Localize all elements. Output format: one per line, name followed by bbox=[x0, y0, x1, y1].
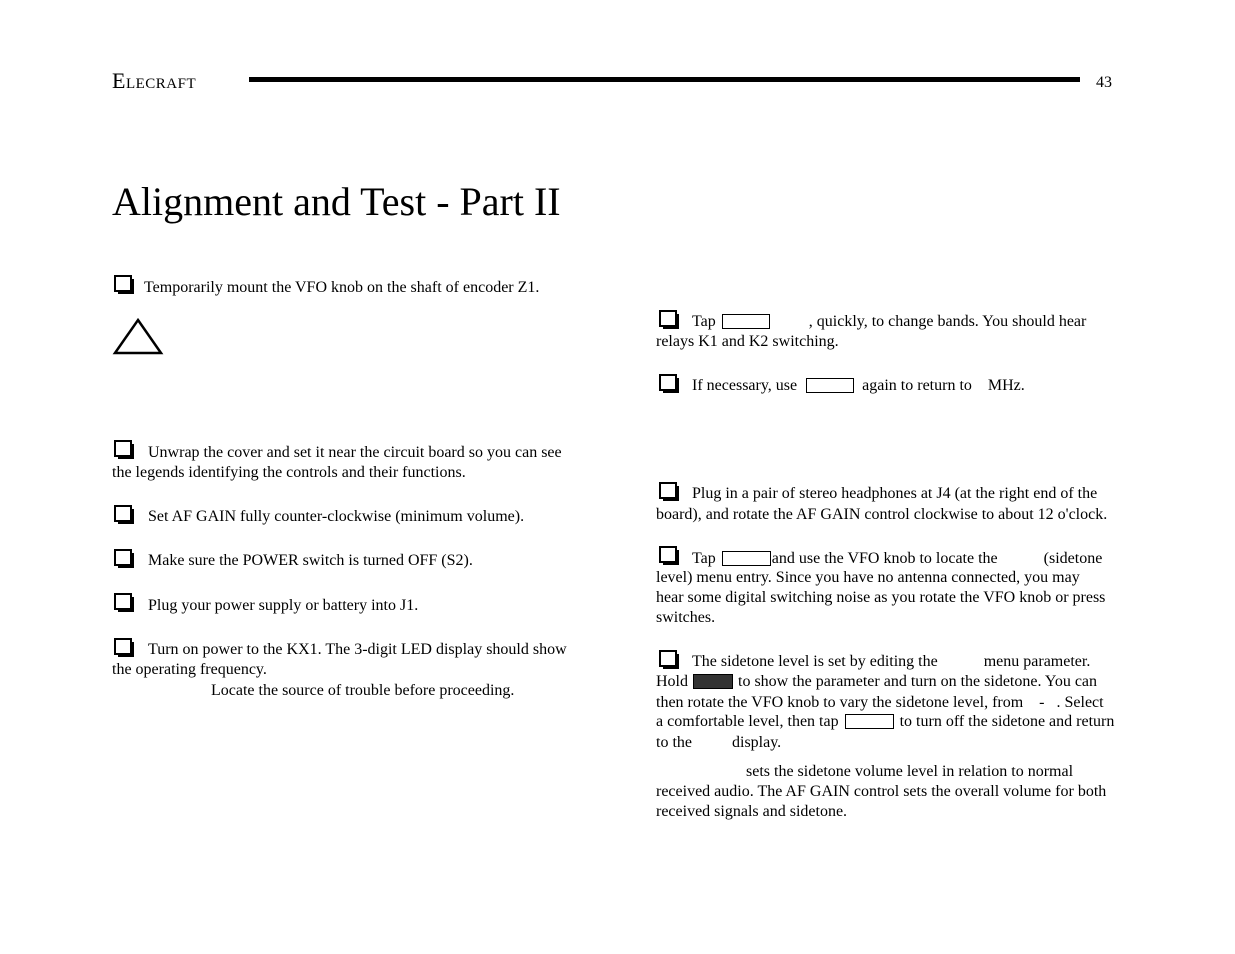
checkbox-icon[interactable] bbox=[659, 482, 677, 499]
checkbox-icon[interactable] bbox=[659, 546, 677, 563]
step-turn-on-line2: the operating frequency. bbox=[112, 661, 267, 678]
sidetone-note-line1: sets the sidetone volume level in relation to normal bbox=[746, 763, 1074, 780]
step-sidetone-menu-line3: hear some digital switching noise as you rotate the VFO knob or press bbox=[656, 589, 1106, 606]
checkbox-icon[interactable] bbox=[659, 310, 677, 327]
text: Hold bbox=[656, 673, 688, 690]
step-sidetone-level-line4 bbox=[656, 712, 1114, 732]
step-sidetone-menu-line4: switches. bbox=[656, 609, 716, 626]
text: Tap bbox=[692, 550, 716, 567]
hold-key[interactable] bbox=[693, 674, 733, 689]
text: , quickly, to change bands. You should hear bbox=[808, 313, 1087, 330]
step-headphones-line1: Plug in a pair of stereo headphones at J4 (at the right end of the bbox=[692, 485, 1098, 502]
band-key[interactable] bbox=[722, 314, 770, 329]
checkbox-icon[interactable] bbox=[114, 275, 132, 292]
header-rule bbox=[249, 77, 1080, 82]
text: then rotate the VFO knob to vary the sidetone level, from bbox=[656, 694, 1024, 711]
text: to show the parameter and turn on the sidetone. You can bbox=[738, 673, 1098, 690]
step-power-off: Make sure the POWER switch is turned OFF (S2). bbox=[148, 552, 473, 569]
text: to the bbox=[656, 734, 692, 751]
step-af-gain: Set AF GAIN fully counter-clockwise (minimum volume). bbox=[148, 508, 525, 525]
text: to turn off the sidetone and return bbox=[899, 713, 1115, 730]
text: If necessary, use bbox=[692, 377, 798, 394]
sidetone-note-line3: received signals and sidetone. bbox=[656, 803, 848, 820]
step-unwrap-cover-line1: Unwrap the cover and set it near the circuit board so you can see bbox=[148, 444, 562, 461]
checkbox-icon[interactable] bbox=[659, 374, 677, 391]
band-key[interactable] bbox=[806, 378, 854, 393]
text: a comfortable level, then tap bbox=[656, 713, 839, 730]
text: MHz. bbox=[987, 377, 1025, 394]
step-change-bands-line2: relays K1 and K2 switching. bbox=[656, 333, 839, 350]
text: display. bbox=[732, 734, 782, 751]
step-turn-on-line3: Locate the source of trouble before proceeding. bbox=[211, 682, 515, 699]
menu-key[interactable] bbox=[845, 714, 894, 729]
text: again to return to bbox=[862, 377, 972, 394]
text: Tap bbox=[692, 313, 716, 330]
step-headphones-line2: board), and rotate the AF GAIN control clockwise to about 12 o'clock. bbox=[656, 506, 1108, 523]
text: - bbox=[1039, 694, 1045, 711]
text: (sidetone bbox=[1043, 550, 1103, 567]
page-title: Alignment and Test - Part II bbox=[112, 179, 561, 224]
step-return-band bbox=[692, 376, 1025, 396]
checkbox-icon[interactable] bbox=[114, 505, 132, 522]
page-number: 43 bbox=[1096, 74, 1112, 91]
checkbox-icon[interactable] bbox=[114, 638, 132, 655]
step-plug-power: Plug your power supply or battery into J1. bbox=[148, 597, 419, 614]
brand-name: Elecraft bbox=[112, 68, 197, 93]
step-sidetone-menu-line2: level) menu entry. Since you have no antenna connected, you may bbox=[656, 569, 1080, 586]
checkbox-icon[interactable] bbox=[659, 650, 677, 667]
step-sidetone-level-line1 bbox=[692, 652, 1090, 672]
text: menu parameter. bbox=[983, 653, 1091, 670]
step-turn-on-line1: Turn on power to the KX1. The 3-digit LED display should show bbox=[148, 641, 567, 658]
step-change-bands-line1 bbox=[692, 312, 1086, 332]
checkbox-icon[interactable] bbox=[114, 440, 132, 457]
step-sidetone-level-line2 bbox=[656, 672, 1097, 692]
sidetone-note-line2: received audio. The AF GAIN control sets the overall volume for both bbox=[656, 783, 1107, 800]
text: and use the VFO knob to locate the bbox=[771, 550, 998, 567]
warning-triangle-icon bbox=[112, 317, 164, 355]
step-unwrap-cover-line2: the legends identifying the controls and their functions. bbox=[112, 464, 466, 481]
step-sidetone-level-line3 bbox=[656, 693, 1104, 713]
step-sidetone-level-line5 bbox=[656, 733, 781, 753]
text: . Select bbox=[1056, 694, 1104, 711]
step-mount-knob: Temporarily mount the VFO knob on the shaft of encoder Z1. bbox=[144, 279, 540, 296]
text: The sidetone level is set by editing the bbox=[692, 653, 938, 670]
menu-key[interactable] bbox=[722, 551, 771, 566]
step-sidetone-menu-line1 bbox=[692, 549, 1102, 569]
checkbox-icon[interactable] bbox=[114, 593, 132, 610]
checkbox-icon[interactable] bbox=[114, 549, 132, 566]
